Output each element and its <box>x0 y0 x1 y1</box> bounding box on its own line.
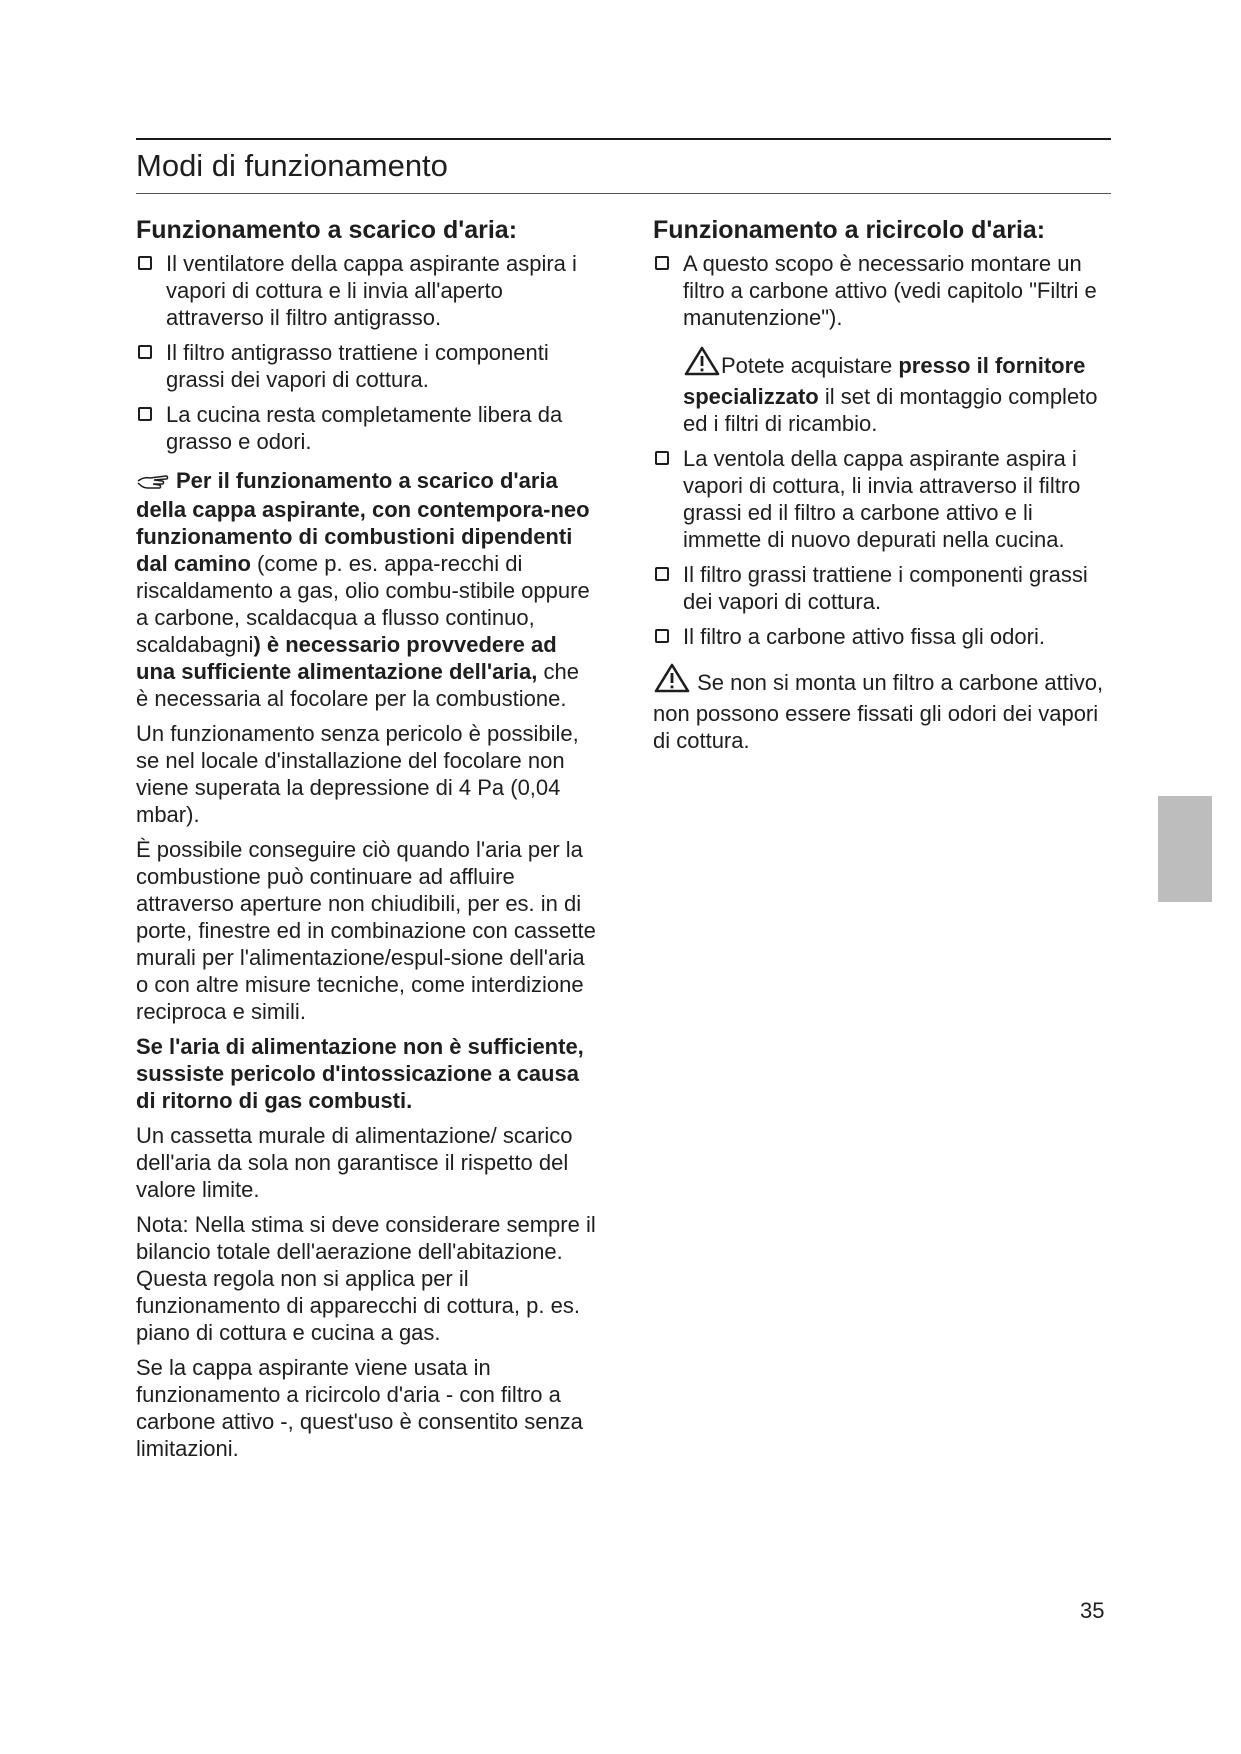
list-item: Il filtro a carbone attivo fissa gli odori. <box>653 623 1113 650</box>
page-title: Modi di funzionamento <box>136 148 448 183</box>
list-item: La cucina resta completamente libera da grasso e odori. <box>136 401 596 455</box>
checkbox-bullet-icon <box>655 451 669 465</box>
list-item: La ventola della cappa aspirante aspira i vapori di cottura, li invia attraverso il filtro grassi ed il filtro a carbone attivo e li immette di nuovo depurati nella cucina. <box>653 445 1113 553</box>
accessory-tip: Potete acquistare presso il fornitore specializzato il set di montaggio completo ed i filtri di ricambio. <box>653 345 1113 437</box>
checkbox-bullet-icon <box>138 256 152 270</box>
warning-triangle-icon <box>683 345 721 383</box>
header-rule-top <box>136 138 1111 140</box>
chapter-side-tab <box>1158 796 1212 902</box>
carbon-filter-warning: Se non si monta un filtro a carbone attivo, non possono essere fissati gli odori dei vapori di cottura. <box>653 662 1113 754</box>
checkbox-bullet-icon <box>655 629 669 643</box>
list-item: A questo scopo è necessario montare un filtro a carbone attivo (vedi capitolo "Filtri e manutenzione"). <box>653 250 1113 331</box>
right-column <box>653 214 1113 762</box>
pointing-hand-icon <box>136 469 170 496</box>
checkbox-bullet-icon <box>138 407 152 421</box>
recirculation-paragraph: Se la cappa aspirante viene usata in funzionamento a ricircolo d'aria - con filtro a carbone attivo -, quest'uso è consentito senza limitazioni. <box>136 1355 583 1461</box>
wall-cassette-paragraph: Un cassetta murale di alimentazione/ scarico dell'aria da sola non garantisce il rispetto del valore limite. <box>136 1123 573 1202</box>
list-item: Il filtro grassi trattiene i componenti grassi dei vapori di cottura. <box>653 561 1113 615</box>
depression-paragraph: Un funzionamento senza pericolo è possibile, se nel locale d'installazione del focolare non viene superata la depressione di 4 Pa (0,04 mbar). <box>136 721 579 827</box>
page-number: 35 <box>1080 1598 1105 1623</box>
list-item: Il ventilatore della cappa aspirante aspira i vapori di cottura e li invia all'aperto attraverso il filtro antigrasso. <box>136 250 596 331</box>
warning-triangle-icon <box>653 662 691 700</box>
recirculation-mode-heading: Funzionamento a ricircolo d'aria: <box>653 216 1046 244</box>
air-supply-paragraph: È possibile conseguire ciò quando l'aria per la combustione può continuare ad affluire attraverso aperture non chiudibili, per es. in di porte, finestre ed in combinazione con cassette murali per l'alimentazione/espul-sione dell'aria o con altre misure tecniche, come interdizione reciproca e simili. <box>136 837 596 1024</box>
header-rule-bottom <box>136 193 1111 194</box>
nota-paragraph: Nota: Nella stima si deve considerare sempre il bilancio totale dell'aerazione dell'abitazione. Questa regola non si applica per il funzionamento di apparecchi di cottura, p. es. piano di cottura e cucina a gas. <box>136 1212 596 1345</box>
left-column <box>136 214 596 1470</box>
checkbox-bullet-icon <box>138 345 152 359</box>
checkbox-bullet-icon <box>655 256 669 270</box>
list-item: Il filtro antigrasso trattiene i componenti grassi dei vapori di cottura. <box>136 339 596 393</box>
danger-paragraph: Se l'aria di alimentazione non è sufficiente, sussiste pericolo d'intossicazione a causa di ritorno di gas combusti. <box>136 1034 584 1113</box>
combustion-note: Per il funzionamento a scarico d'aria della cappa aspirante, con contempora-neo funzionamento di combustioni dipendenti dal camino (come p. es. appa-recchi di riscaldamento a gas, olio combu-stibile oppure a carbone, scaldacqua a flusso continuo, scaldabagni) è necessario provvedere ad una sufficiente alimentazione dell'aria, che è necessaria al focolare per la combustione. <box>136 468 590 711</box>
exhaust-mode-heading: Funzionamento a scarico d'aria: <box>136 216 518 244</box>
checkbox-bullet-icon <box>655 567 669 581</box>
